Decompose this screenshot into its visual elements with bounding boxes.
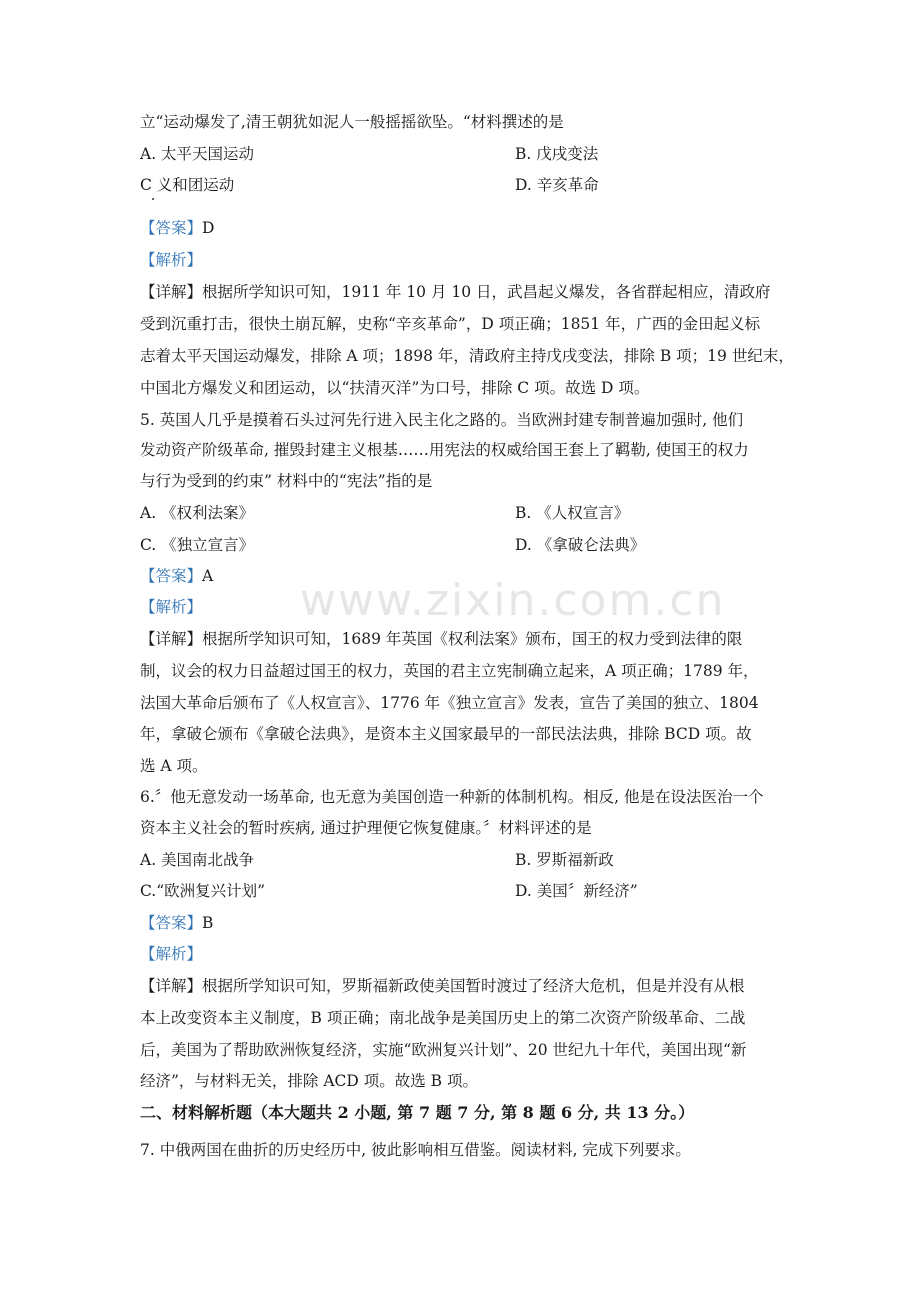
q4-detail-line-1 (140, 282, 771, 302)
q6-stem-line-2: 资本主义社会的暂时疾病, 通过护理便它恢复健康。〞材料评述的是 (140, 819, 592, 837)
q4-option-d: D. 辛亥革命 (515, 176, 599, 194)
section-heading: 二、材料解析题（本大题共 2 小题, 第 7 题 7 分, 第 8 题 6 分, 共 13 分。） (140, 1103, 695, 1122)
q5-stem-line-3: 与行为受到的约束” 材料中的“宪法”指的是 (140, 472, 433, 490)
q4-stem-tail: 立“运动爆发了,清王朝犹如泥人一般摇摇欲坠。“材料撰述的是 (140, 113, 564, 131)
q6-detail-text-1: 根据所学知识可知，罗斯福新政使美国暂时渡过了经济大危机，但是并没有从根 (202, 977, 745, 995)
q6-stem-line-1: 6.〞他无意发动一场革命, 也无意为美国创造一种新的体制机构。相反, 他是在设法医治一个 (140, 788, 764, 806)
q5-detail-line-4: 年，拿破仑颁布《拿破仑法典》，是资本主义国家最早的一部民法法典，排除 BCD 项。故 (140, 725, 752, 743)
q5-detail-text-1: 根据所学知识可知，1689 年英国《权利法案》颁布，国王的权力受到法律的限 (202, 630, 743, 648)
q6-detail-line-3: 后，美国为了帮助欧洲恢复经济，实施“欧洲复兴计划”、20 世纪九十年代，美国出现“新 (140, 1041, 747, 1059)
q5-analysis-line (140, 597, 202, 617)
q6-detail-line-4: 经济”，与材料无关，排除 ACD 项。故选 B 项。 (140, 1072, 479, 1090)
detail-tag: 【详解】 (140, 977, 203, 995)
q4-answer-value: D (202, 219, 215, 237)
stray-dot (152, 198, 154, 200)
analysis-tag: 【解析】 (140, 945, 203, 963)
q4-detail-line-4: 中国北方爆发义和团运动，以“扶清灭洋”为口号，排除 C 项。故选 D 项。 (140, 379, 650, 397)
q5-answer-line (140, 566, 213, 586)
q5-stem-line-2: 发动资产阶级革命, 摧毁封建主义根基……用宪法的权威给国王套上了羁勒, 使国王的权力 (140, 441, 749, 459)
q6-option-d: D. 美国〞新经济” (515, 882, 638, 900)
q5-answer-value: A (202, 567, 214, 585)
q6-option-c: C.“欧洲复兴计划” (140, 882, 266, 900)
q6-detail-line-1 (140, 976, 745, 996)
analysis-tag: 【解析】 (140, 598, 203, 616)
q5-option-c: C. 《独立宣言》 (140, 536, 255, 554)
detail-tag: 【详解】 (140, 630, 203, 648)
q4-detail-line-2: 受到沉重打击，很快土崩瓦解，史称“辛亥革命”，D 项正确；1851 年，广西的金田起义标 (140, 315, 761, 333)
analysis-tag: 【解析】 (140, 251, 203, 269)
q5-option-a: A. 《权利法案》 (140, 504, 255, 522)
q5-detail-line-3: 法国大革命后颁布了《人权宣言》、1776 年《独立宣言》发表，宣告了美国的独立、1804 (140, 694, 759, 712)
q4-detail-text-1: 根据所学知识可知，1911 年 10 月 10 日，武昌起义爆发，各省群起相应，清政府 (202, 283, 771, 301)
q5-detail-line-5: 选 A 项。 (140, 757, 208, 775)
q4-answer-line (140, 218, 214, 238)
q5-stem-line-1: 5. 英国人几乎是摸着石头过河先行进入民主化之路的。当欧洲封建专制普遍加强时, 他们 (140, 411, 744, 429)
q6-option-b: B. 罗斯福新政 (515, 851, 614, 869)
q4-analysis-line (140, 250, 202, 270)
answer-tag: 【答案】 (140, 914, 203, 932)
detail-tag: 【详解】 (140, 283, 203, 301)
watermark-text: www.zixin.com.cn (300, 575, 726, 626)
q6-detail-line-2: 本上改变资本主义制度，B 项正确；南北战争是美国历史上的第二次资产阶级革命、二战 (140, 1009, 746, 1027)
answer-tag: 【答案】 (140, 567, 203, 585)
q5-option-b: B. 《人权宣言》 (515, 504, 630, 522)
q6-answer-line (140, 913, 213, 933)
q4-detail-line-3: 志着太平天国运动爆发，排除 A 项；1898 年，清政府主持戊戌变法，排除 B 项；19 世纪末， (140, 347, 794, 365)
q6-answer-value: B (202, 914, 214, 932)
q5-option-d: D. 《拿破仑法典》 (515, 536, 646, 554)
q5-detail-line-2: 制，议会的权力日益超过国王的权力，英国的君主立宪制确立起来，A 项正确；1789 年， (140, 662, 759, 680)
q7-stem: 7. 中俄两国在曲折的历史经历中, 彼此影响相互借鉴。阅读材料, 完成下列要求。 (140, 1141, 691, 1159)
q4-option-a: A. 太平天国运动 (140, 145, 255, 163)
q4-option-b: B. 戊戌变法 (515, 145, 599, 163)
q6-analysis-line (140, 944, 202, 964)
q5-detail-line-1 (140, 629, 742, 649)
answer-tag: 【答案】 (140, 219, 203, 237)
q4-option-c: C 义和团运动 (140, 176, 235, 194)
q6-option-a: A. 美国南北战争 (140, 851, 255, 869)
